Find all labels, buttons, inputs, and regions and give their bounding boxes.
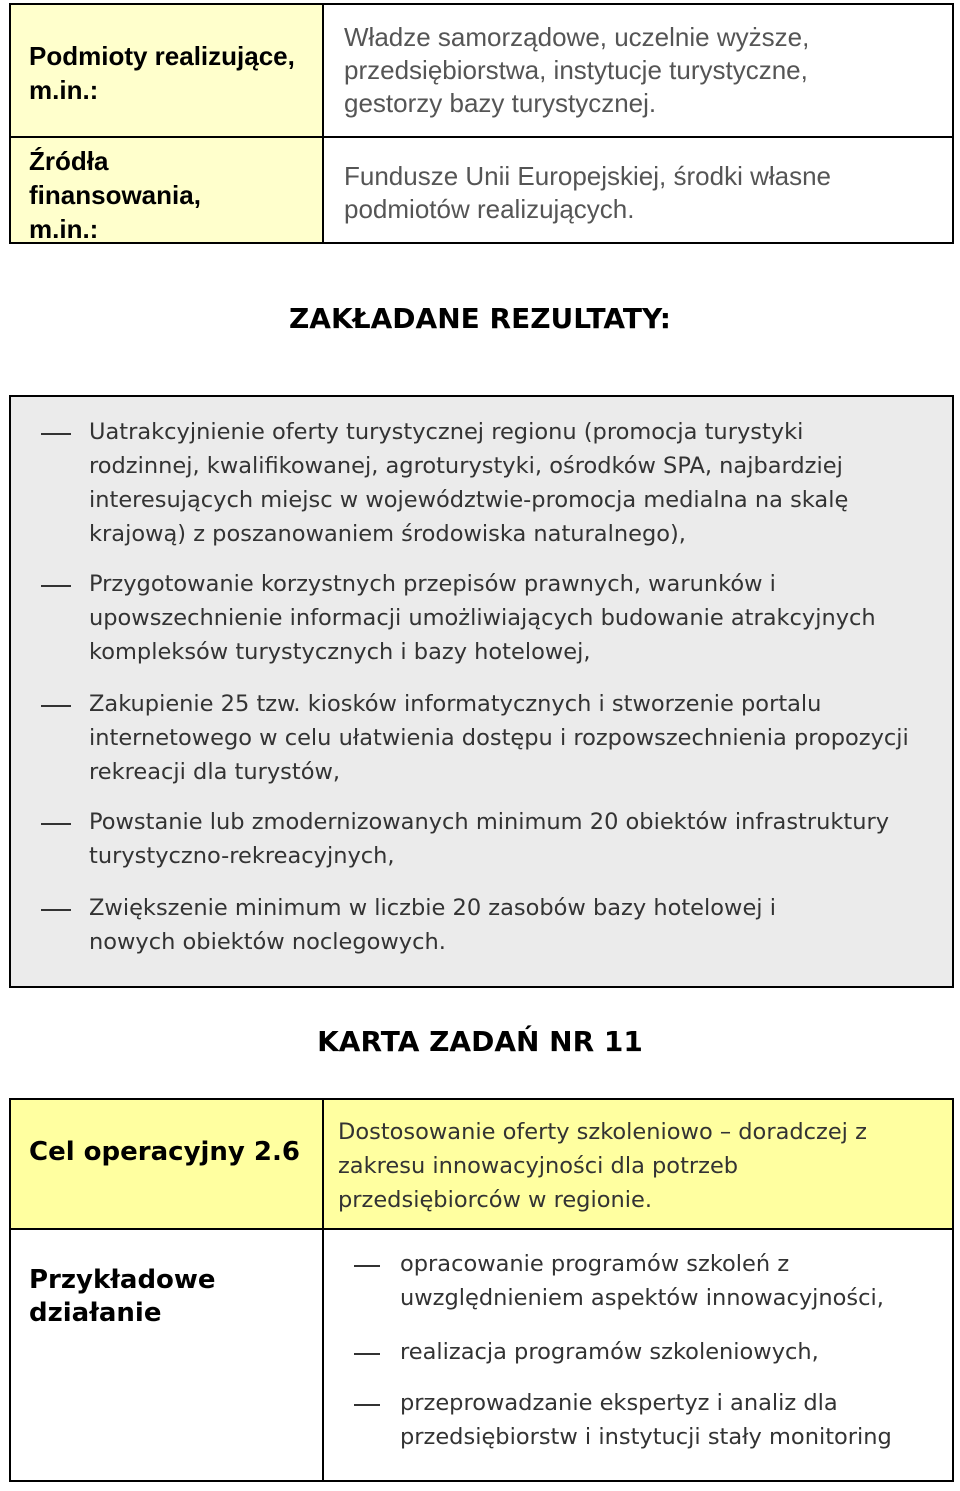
result-text: Powstanie lub zmodernizowanych minimum 20 obiektów infrastruktury turystyczno-rekreacyjnych, (89, 809, 890, 869)
actions-row (11, 1232, 952, 1480)
action-text: realizacja programów szkoleniowych, (400, 1339, 819, 1365)
entities-value: Władze samorządowe, uczelnie wyższe, przedsiębiorstwa, instytucje turystyczne, gestorzy bazy turystycznej. (344, 22, 810, 118)
label-column (11, 5, 324, 242)
result-text: Uatrakcyjnienie oferty turystycznej regionu (promocja turystyki rodzinnej, kwalifikowanej, agroturystyki, ośrodków SPA, najbardziej interesujących miejsc w województwie-promocja medialna na skalę krajową) z poszanowaniem środowiska naturalnego), (89, 419, 849, 547)
dash-bullet (354, 1404, 380, 1406)
column-divider (322, 1100, 324, 1230)
dash-bullet (41, 823, 71, 825)
action-text: opracowanie programów szkoleń z uwzględnieniem aspektów innowacyjności, (400, 1251, 884, 1311)
actions-label: Przykładowe działanie (29, 1265, 216, 1328)
dash-bullet (354, 1353, 380, 1355)
funding-value: Fundusze Unii Europejskiej, środki własne podmiotów realizujących. (344, 161, 832, 224)
action-text: przeprowadzanie ekspertyz i analiz dla przedsiębiorstw i instytucji stały monitoring (400, 1390, 892, 1450)
goal-value: Dostosowanie oferty szkoleniowo – doradczej z zakresu innowacyjności dla potrzeb przedsiębiorców w regionie. (338, 1119, 867, 1213)
results-box (9, 395, 954, 988)
dash-bullet (41, 433, 71, 435)
dash-bullet (41, 909, 71, 911)
value-column (324, 5, 952, 242)
dash-bullet (41, 705, 71, 707)
task-card-heading: KARTA ZADAŃ NR 11 (317, 1025, 643, 1058)
row-divider (11, 136, 952, 138)
task-card-table (9, 1098, 954, 1482)
goal-row (11, 1100, 952, 1230)
dash-bullet (41, 585, 71, 587)
result-text: Zwiększenie minimum w liczbie 20 zasobów bazy hotelowej i nowych obiektów noclegowych. (89, 895, 776, 955)
result-text: Przygotowanie korzystnych przepisów prawnych, warunków i upowszechnienie informacji umożliwiających budowanie atrakcyjnych kompleksów turystycznych i bazy hotelowej, (89, 571, 876, 665)
goal-label: Cel operacyjny 2.6 (29, 1137, 300, 1167)
entities-label: Podmioty realizujące, m.in.: (29, 41, 295, 105)
funding-label: Źródła finansowania, m.in.: (29, 146, 201, 244)
result-text: Zakupienie 25 tzw. kiosków informatycznych i stworzenie portalu internetowego w celu ułatwienia dostępu i rozpowszechnienia propozycji rekreacji dla turystów, (89, 691, 909, 785)
results-heading: ZAKŁADANE REZULTATY: (288, 302, 672, 335)
entities-funding-table (9, 3, 954, 244)
dash-bullet (354, 1265, 380, 1267)
row-divider (11, 1228, 952, 1230)
